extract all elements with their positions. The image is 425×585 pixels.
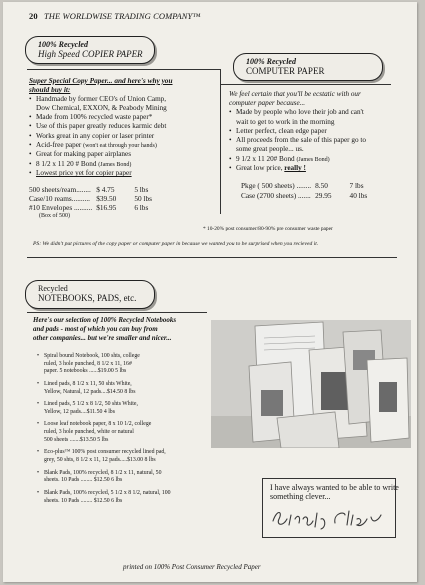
page-footer: printed on 100% Post Consumer Recycled Paper bbox=[123, 563, 261, 571]
computer-paper-section: We feel certain that you'll be ecstatic with our computer paper because... • Made by people who love their job and can't wait to get to work in the morning • Letter perfect, clean edge paper • All proceeds from the sale of this paper go to some great people... us. • 9 1/2 x 11 20# Bond (James Bond) • Great low price, really ! Pkge ( 500 sheets) ........ 8.50 7 lbs Case (2700 sheets) ....... 29.95 40 lbs bbox=[229, 90, 415, 200]
copier-price-table bbox=[29, 185, 156, 213]
list-item: • Use of this paper greatly reduces karmic debt bbox=[29, 122, 219, 131]
list-item: • Handmade by former CEO's of Union Camp, Dow Chemical, EXXON, & Peabody Mining bbox=[29, 95, 219, 113]
computer-intro: We feel certain that you'll be ecstatic with our bbox=[229, 90, 361, 98]
ps-note: PS: We didn't put pictures of the copy paper or computer paper in because we wanted you to be surprised when you recieved it. bbox=[33, 241, 319, 247]
copier-intro: Super Special Copy Paper... and here's why you bbox=[29, 76, 173, 85]
list-item: • Great low price, really ! bbox=[229, 164, 415, 173]
table-row: Case/10 reams.......... $39.50 50 lbs bbox=[29, 193, 152, 203]
list-item: • 9 1/2 x 11 20# Bond (James Bond) bbox=[229, 155, 415, 165]
list-item: • Letter perfect, clean edge paper bbox=[229, 127, 415, 136]
column-divider bbox=[220, 69, 221, 214]
computer-price-table bbox=[241, 181, 371, 200]
copier-paper-section: Super Special Copy Paper... and here's why you should buy it: • Handmade by former CEO's of Union Camp, Dow Chemical, EXXON, & Peabody Mining • Made from 100% recycled waste paper* • Use of this paper greatly reduces karmic debt • Works great in any copier or laser printer • Acid-free paper (won't eat through your hands) • Great for making paper airplanes • 8 1/2 x 11 20 # Bond (James Bond) • Lowest price yet for copier paper 500 sheets/ream........ $ 4.75 5 lbs Case/10 reams.......... $39.50 50 lbs #10 Envelopes .......... $16.95 6 lbs (Box of 500) bbox=[29, 76, 219, 220]
table-row: 500 sheets/ream........ $ 4.75 5 lbs bbox=[29, 184, 149, 194]
list-item: • Loose leaf notebook paper, 8 x 10 1/2, college ruled, 3 hole punched, white or natural 500 sheets .......$13.50 5 lbs bbox=[37, 421, 207, 444]
computer-features-list bbox=[229, 108, 415, 173]
list-item: • Lined pads, 5 1/2 x 8 1/2, 50 shts White, Yellow, 12 pads....$11.50 4 lbs bbox=[37, 401, 207, 416]
notebooks-title: Recycled NOTEBOOKS, PADS, etc. bbox=[25, 280, 155, 309]
list-item: • Great for making paper airplanes bbox=[29, 150, 219, 159]
list-item: • Blank Pads, 100% recycled, 8 1/2 x 11, natural, 50 sheets. 10 Pads ........ $12.50 6 lbs bbox=[37, 470, 207, 485]
list-item: • Eco-plus™ 100% post consumer recycled lined pad, grey, 50 shts, 8 1/2 x 11, 12 pads.....$13.00 8 lbs bbox=[37, 449, 207, 464]
list-item: • Lined pads, 8 1/2 x 11, 50 shts White, Yellow, Natural, 12 pads....$14.50 8 lbs bbox=[37, 381, 207, 396]
list-item: • Lowest price yet for copier paper bbox=[29, 169, 219, 178]
section-divider bbox=[27, 257, 397, 258]
company-name: THE WORLDWISE TRADING COMPANY™ bbox=[43, 11, 201, 21]
list-item: • Blank Pads, 100% recycled, 5 1/2 x 8 1/2, natural, 100 sheets. 10 Pads ........ $12.50 6 lbs bbox=[37, 490, 207, 505]
list-item: • 8 1/2 x 11 20 # Bond (James Bond) bbox=[29, 160, 219, 170]
signature-box bbox=[262, 478, 399, 538]
table-row: #10 Envelopes .......... $16.95 6 lbs bbox=[29, 203, 149, 213]
list-item: • Made from 100% recycled waste paper* bbox=[29, 113, 219, 122]
section-divider bbox=[27, 69, 220, 70]
computer-paper-title: 100% Recycled COMPUTER PAPER bbox=[233, 53, 383, 81]
notebooks-list bbox=[37, 353, 207, 505]
notebooks-photo-image bbox=[211, 320, 411, 448]
notebooks-intro: Here's our selection of 100% Recycled Notebooks and pads - most of which you can buy from other companies... but we're smaller and nicer... bbox=[33, 316, 177, 342]
page-header bbox=[29, 11, 201, 21]
notebooks-photo bbox=[211, 320, 411, 448]
catalog-page bbox=[3, 2, 417, 582]
list-item: • Spiral bound Notebook, 100 shts, college ruled, 3 hole punched, 8 1/2 x 11, 16# paper. 5 notebooks ......$19.00 5 lbs bbox=[37, 353, 207, 376]
table-row: Case (2700 sheets) ....... 29.95 40 lbs bbox=[241, 190, 368, 200]
list-item: • Acid-free paper (won't eat through your hands) bbox=[29, 141, 219, 151]
copier-paper-title: 100% Recycled High Speed COPIER PAPER bbox=[25, 36, 155, 64]
table-row: Pkge ( 500 sheets) ........ 8.50 7 lbs bbox=[241, 181, 364, 191]
section-divider bbox=[221, 84, 391, 85]
list-item: • All proceeds from the sale of this paper go to some great people... us. bbox=[229, 136, 415, 154]
paper-footnote: * 10-20% post consumer/80-90% pre consumer waste paper bbox=[203, 226, 333, 232]
section-divider bbox=[27, 312, 207, 313]
envelope-note: (Box of 500) bbox=[39, 212, 70, 219]
page-number: 20 bbox=[29, 11, 38, 21]
signature-box-text: I have always wanted to be able to write something clever... bbox=[270, 483, 399, 502]
list-item: • Made by people who love their job and can't wait to get to work in the morning bbox=[229, 108, 415, 126]
handwritten-signature bbox=[269, 505, 389, 531]
list-item: • Works great in any copier or laser printer bbox=[29, 132, 219, 141]
copier-features-list bbox=[29, 95, 219, 179]
